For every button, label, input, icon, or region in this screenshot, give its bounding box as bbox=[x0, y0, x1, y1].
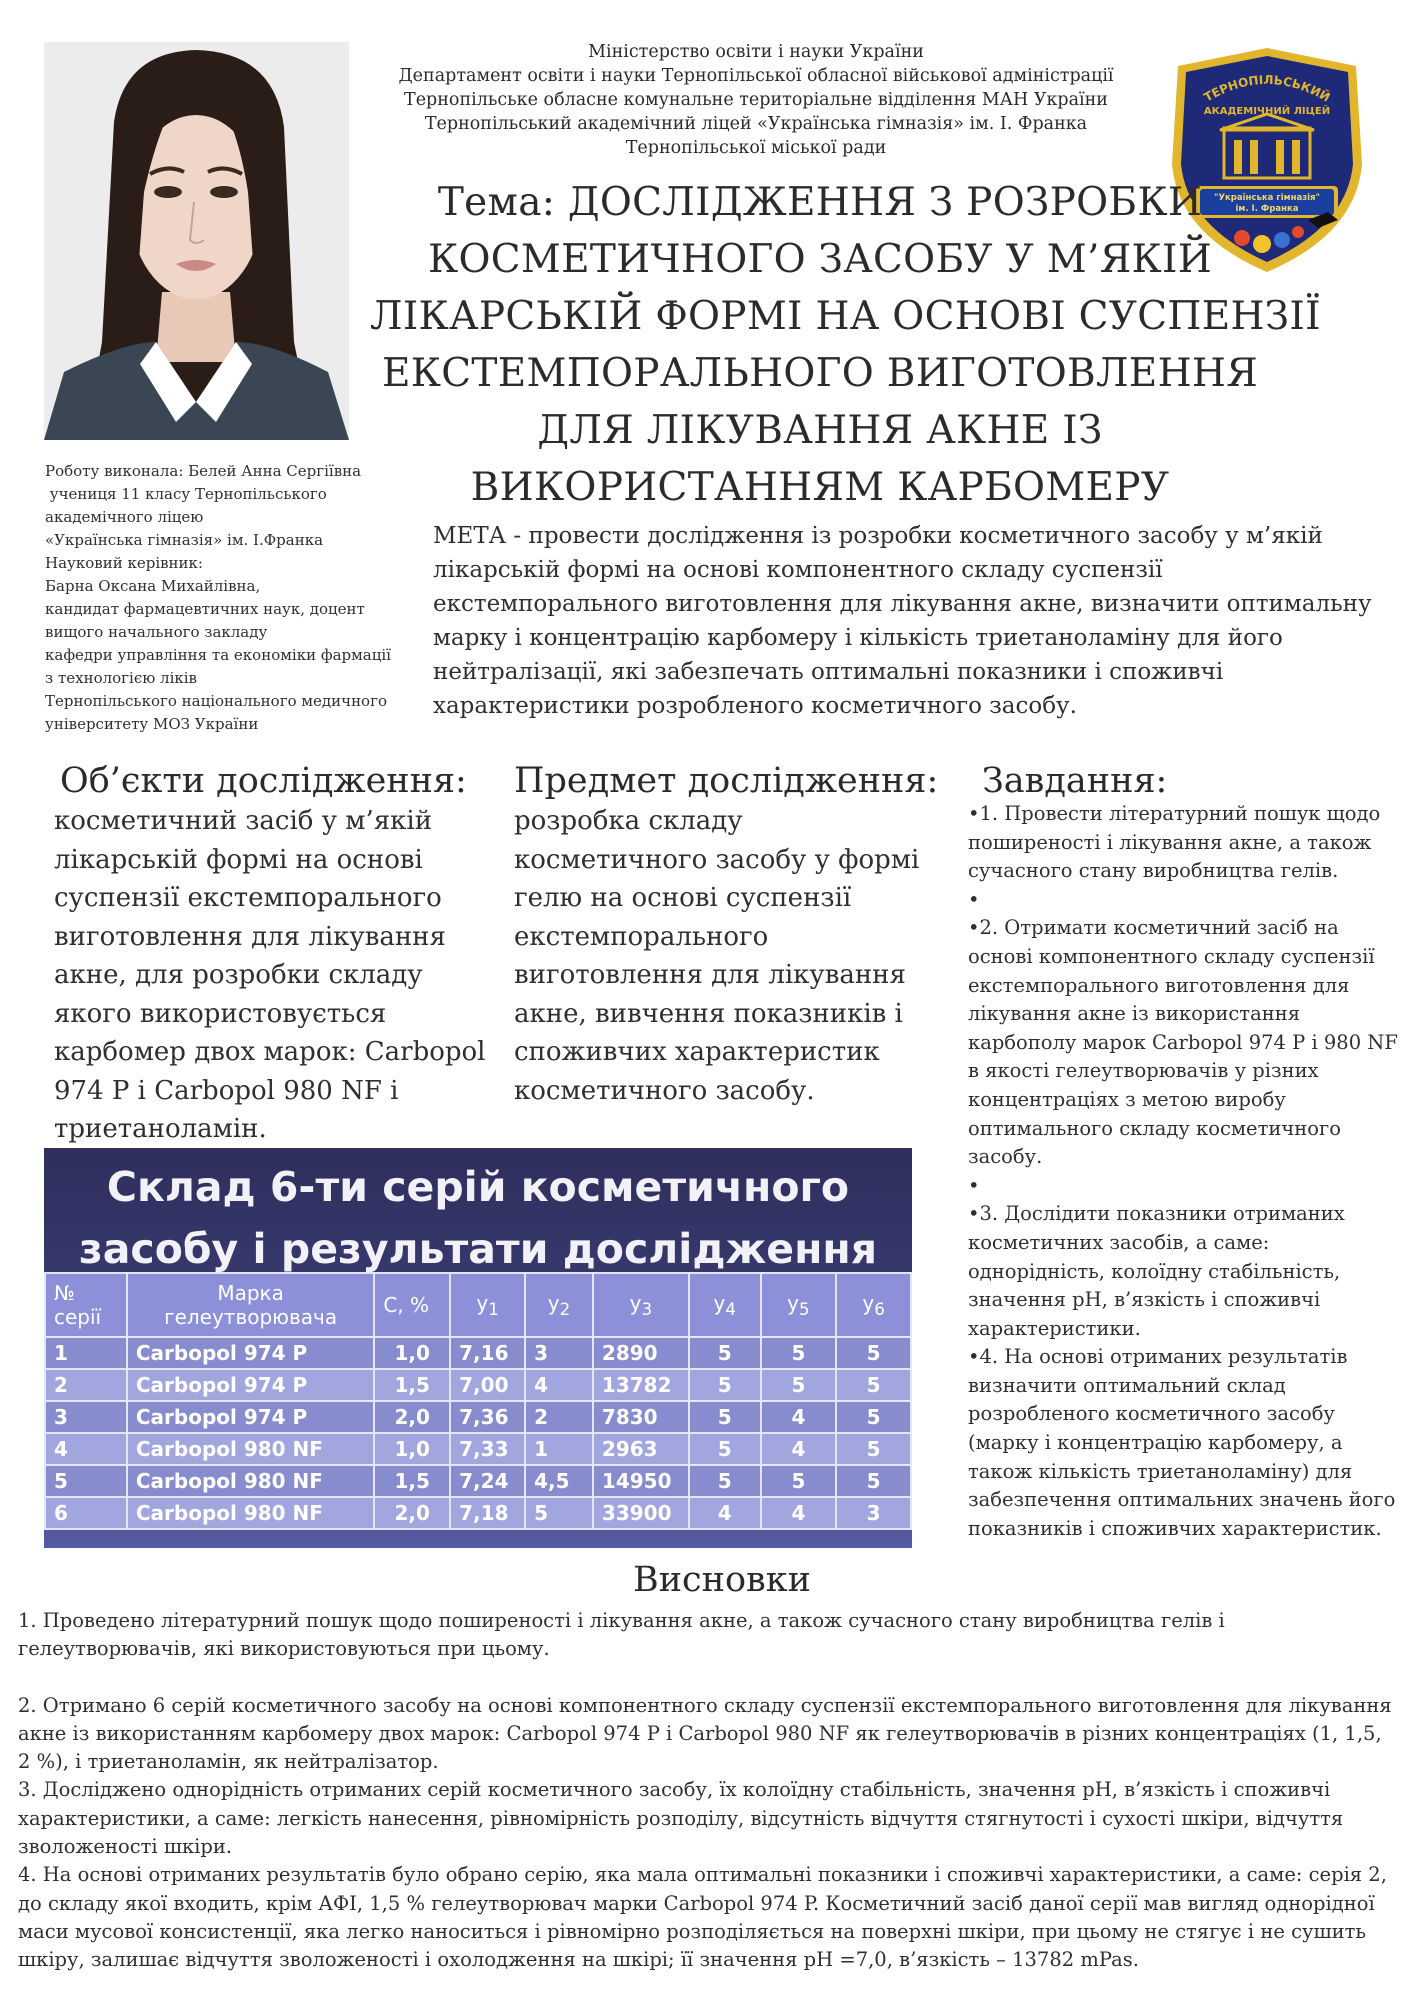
conclusion-item: 4. На основі отриманих результатів було обрано серію, яка мала оптимальні показники і споживчі характеристики, а саме: серія 2, до складу якої входить, крім АФІ, 1,5 % гелеутворювач марки Carbopol 974 P. Косметичний засіб даної серії мав вигляд однорідної маси мусової консистенції, яка легко наноситься і рівномірно розподіляється на поверхні шкіри, при цьому не стягує і не сушить шкіру, залишає відчуття зволоженості і охолодження на шкірі; її значення рН =7,0, в’язкість – 13782 mPas. bbox=[18, 1863, 1387, 1972]
author-line: учениця 11 класу Тернопільського bbox=[45, 485, 327, 503]
cell-y4: 5 bbox=[689, 1401, 761, 1433]
task-item: • bbox=[968, 887, 980, 911]
cell-y1: 7,36 bbox=[450, 1401, 525, 1433]
author-line: кандидат фармацевтичних наук, доцент bbox=[45, 600, 365, 618]
cell-y6: 5 bbox=[836, 1433, 911, 1465]
header-line: Тернопільський академічний ліцей «Українська гімназія» ім. І. Франка bbox=[424, 114, 1088, 134]
subject-heading: Предмет дослідження: bbox=[514, 761, 939, 801]
cell-series: 2 bbox=[45, 1369, 127, 1401]
cell-y3: 2963 bbox=[593, 1433, 689, 1465]
cell-y4: 4 bbox=[689, 1497, 761, 1529]
table-title-line: Склад 6-ти серій косметичного bbox=[106, 1163, 850, 1211]
cell-brand: Carbopol 980 NF bbox=[127, 1497, 375, 1529]
author-line: «Українська гімназія» ім. І.Франка bbox=[45, 531, 324, 549]
author-line: Барна Оксана Михайлівна, bbox=[45, 577, 261, 595]
conclusions-heading: Висновки bbox=[633, 1560, 811, 1600]
conclusions-list bbox=[18, 1607, 1398, 1975]
cell-y3: 7830 bbox=[593, 1401, 689, 1433]
svg-text:ТЕРНОПІЛЬСЬКИЙ: ТЕРНОПІЛЬСЬКИЙ bbox=[1201, 72, 1333, 105]
task-item: •3. Дослідити показники отриманих косметичних засобів, а саме: однорідність, колоїдну стабільність, значення рН, в’язкість і споживчі характеристики. bbox=[968, 1202, 1345, 1340]
cell-series: 5 bbox=[45, 1465, 127, 1497]
conclusion-item: 1. Проведено літературний пошук щодо поширеності і лікування акне, а також сучасного стану виробництва гелів і гелеутворювачів, які використовуються при цьому. bbox=[18, 1609, 1225, 1661]
cell-y6: 3 bbox=[836, 1497, 911, 1529]
objects-text: косметичний засіб у м’якій лікарській формі на основі суспензії екстемпорального виготовлення для лікування акне, для розробки складу якого використовується карбомер двох марок: Carbopol 974 P і Carbopol 980 NF і триетаноламін. bbox=[54, 806, 486, 1144]
header-brand: Марка гелеутворювача bbox=[127, 1273, 375, 1337]
cell-y1: 7,33 bbox=[450, 1433, 525, 1465]
cell-y1: 7,00 bbox=[450, 1369, 525, 1401]
title-line: ЕКСТЕМПОРАЛЬНОГО ВИГОТОВЛЕННЯ bbox=[381, 351, 1258, 396]
title-line: ДЛЯ ЛІКУВАННЯ АКНЕ ІЗ bbox=[537, 408, 1103, 453]
table-title bbox=[44, 1156, 912, 1280]
header-y6: $y_6$ bbox=[836, 1273, 911, 1337]
cell-conc: 2,0 bbox=[374, 1497, 450, 1529]
header-line: Тернопільське обласне комунальне територіальне відділення МАН України bbox=[404, 90, 1108, 110]
title-line: ЛІКАРСЬКІЙ ФОРМІ НА ОСНОВІ СУСПЕНЗІЇ bbox=[370, 294, 1321, 339]
cell-conc: 2,0 bbox=[374, 1401, 450, 1433]
tasks-list bbox=[968, 800, 1401, 1543]
conclusion-item: 2. Отримано 6 серій косметичного засобу на основі компонентного складу суспензії екстемпорального виготовлення для лікування акне із використанням карбомеру двох марок: Carbopol 974 P і Carbopol 980 NF як гелеутворювачів в різних концентраціях (1, 1,5, 2 %), і триетаноламін, як нейтралізатор. bbox=[18, 1693, 1392, 1774]
author-line: Науковий керівник: bbox=[45, 554, 203, 572]
cell-series: 1 bbox=[45, 1337, 127, 1369]
cell-conc: 1,0 bbox=[374, 1337, 450, 1369]
author-line: кафедри управління та економіки фармації bbox=[45, 646, 391, 664]
objects-heading: Об’єкти дослідження: bbox=[60, 761, 467, 801]
cell-y5: 5 bbox=[761, 1337, 837, 1369]
author-info bbox=[45, 460, 425, 736]
header-y3: $y_3$ bbox=[593, 1273, 689, 1337]
table-row bbox=[45, 1337, 911, 1369]
title-line: ВИКОРИСТАННЯМ КАРБОМЕРУ bbox=[470, 465, 1170, 510]
cell-brand: Carbopol 974 P bbox=[127, 1401, 375, 1433]
cell-y4: 5 bbox=[689, 1337, 761, 1369]
cell-y2: 2 bbox=[525, 1401, 593, 1433]
author-line: академічного ліцею bbox=[45, 508, 204, 526]
results-table bbox=[44, 1272, 912, 1530]
cell-y2: 4,5 bbox=[525, 1465, 593, 1497]
research-goal: МЕТА - провести дослідження із розробки косметичного засобу у м’якій лікарській формі на основі компонентного складу суспензії екстемпорального виготовлення для лікування акне, визначити оптимальну марку і концентрацію карбомеру і кількість триетаноламіну для його нейтралізації, які забезпечать оптимальні показники і споживчі характеристики розробленого косметичного засобу. bbox=[433, 523, 1372, 719]
svg-text:АКАДЕМІЧНИЙ ЛІЦЕЙ: АКАДЕМІЧНИЙ ЛІЦЕЙ bbox=[1203, 106, 1331, 117]
portrait-image bbox=[44, 42, 349, 440]
cell-y3: 13782 bbox=[593, 1369, 689, 1401]
task-item: •2. Отримати косметичний засіб на основі компонентного складу суспензії екстемпорального виготовлення для лікування акне із використання карбополу марок Carbopol 974 P і 980 NF в якості гелеутворювачів у різних концентраціях з метою виробу оптимального складу косметичного засобу. bbox=[968, 916, 1398, 1169]
cell-brand: Carbopol 974 P bbox=[127, 1337, 375, 1369]
cell-y1: 7,18 bbox=[450, 1497, 525, 1529]
svg-text:"Українська гімназія": "Українська гімназія" bbox=[1214, 193, 1320, 203]
poster-title bbox=[370, 174, 1321, 516]
author-line: університету МОЗ України bbox=[45, 715, 259, 733]
cell-y2: 1 bbox=[525, 1433, 593, 1465]
cell-y1: 7,24 bbox=[450, 1465, 525, 1497]
cell-conc: 1,5 bbox=[374, 1465, 450, 1497]
cell-y2: 5 bbox=[525, 1497, 593, 1529]
table-header-row bbox=[45, 1273, 911, 1337]
cell-y4: 5 bbox=[689, 1369, 761, 1401]
header-concentration: C, % bbox=[374, 1273, 450, 1337]
cell-y2: 4 bbox=[525, 1369, 593, 1401]
header-line: Міністерство освіти і науки України bbox=[588, 42, 924, 62]
author-line: Тернопільського національного медичного bbox=[45, 692, 387, 710]
table-row bbox=[45, 1465, 911, 1497]
header-y2: $y_2$ bbox=[525, 1273, 593, 1337]
title-line: Тема: ДОСЛІДЖЕННЯ З РОЗРОБКИ bbox=[437, 180, 1203, 225]
table-title-line: засобу і результати дослідження bbox=[78, 1225, 878, 1273]
cell-series: 3 bbox=[45, 1401, 127, 1433]
cell-conc: 1,5 bbox=[374, 1369, 450, 1401]
cell-y3: 2890 bbox=[593, 1337, 689, 1369]
cell-series: 4 bbox=[45, 1433, 127, 1465]
cell-y5: 4 bbox=[761, 1433, 837, 1465]
cell-y5: 5 bbox=[761, 1369, 837, 1401]
svg-text:ім. І. Франка: ім. І. Франка bbox=[1235, 204, 1299, 214]
institution-header bbox=[370, 40, 1142, 160]
cell-y5: 4 bbox=[761, 1497, 837, 1529]
cell-brand: Carbopol 980 NF bbox=[127, 1433, 375, 1465]
cell-y3: 33900 bbox=[593, 1497, 689, 1529]
cell-y5: 5 bbox=[761, 1465, 837, 1497]
header-y1: $y_1$ bbox=[450, 1273, 525, 1337]
table-row bbox=[45, 1369, 911, 1401]
author-photo bbox=[44, 42, 349, 440]
cell-y6: 5 bbox=[836, 1337, 911, 1369]
header-line: Тернопільської міської ради bbox=[625, 138, 887, 158]
cell-y1: 7,16 bbox=[450, 1337, 525, 1369]
cell-series: 6 bbox=[45, 1497, 127, 1529]
cell-y6: 5 bbox=[836, 1369, 911, 1401]
cell-y4: 5 bbox=[689, 1433, 761, 1465]
task-item: • bbox=[968, 1173, 980, 1197]
cell-conc: 1,0 bbox=[374, 1433, 450, 1465]
results-table-panel bbox=[44, 1148, 912, 1548]
subject-text: розробка складу косметичного засобу у формі гелю на основі суспензії екстемпорального виготовлення для лікування акне, вивчення показників і споживчих характеристик косметичного засобу. bbox=[514, 806, 920, 1106]
cell-y4: 5 bbox=[689, 1465, 761, 1497]
tasks-heading: Завдання: bbox=[982, 761, 1168, 801]
cell-y5: 4 bbox=[761, 1401, 837, 1433]
table-row bbox=[45, 1497, 911, 1529]
task-item: •4. На основі отриманих результатів визначити оптимальний склад розробленого косметичного засобу (марку і концентрацію карбомеру, а також кількість триетаноламіну) для забезпечення оптимальних значень його показників і споживчих характеристик. bbox=[968, 1345, 1396, 1540]
author-line: вищого начального закладу bbox=[45, 623, 268, 641]
cell-brand: Carbopol 974 P bbox=[127, 1369, 375, 1401]
conclusion-item: 3. Досліджено однорідність отриманих серій косметичного засобу, їх колоїдну стабільність, значення рН, в’язкість і споживчі характеристики, а саме: легкість нанесення, рівномірність розподілу, відсутність відчуття стягнутості і сухості шкіри, відчуття зволоженості шкіри. bbox=[18, 1778, 1344, 1859]
table-row bbox=[45, 1401, 911, 1433]
cell-y6: 5 bbox=[836, 1465, 911, 1497]
task-item: •1. Провести літературний пошук щодо поширеності і лікування акне, а також сучасного стану виробництва гелів. bbox=[968, 802, 1381, 883]
cell-y3: 14950 bbox=[593, 1465, 689, 1497]
author-line: Роботу виконала: Белей Анна Сергіївна bbox=[45, 462, 362, 480]
header-y4: $y_4$ bbox=[689, 1273, 761, 1337]
header-y5: $y_5$ bbox=[761, 1273, 837, 1337]
cell-brand: Carbopol 980 NF bbox=[127, 1465, 375, 1497]
header-series-num: № серії bbox=[45, 1273, 127, 1337]
cell-y6: 5 bbox=[836, 1401, 911, 1433]
author-line: з технологією ліків bbox=[45, 669, 197, 687]
title-line: КОСМЕТИЧНОГО ЗАСОБУ У М’ЯКІЙ bbox=[427, 237, 1213, 282]
cell-y2: 3 bbox=[525, 1337, 593, 1369]
header-line: Департамент освіти і науки Тернопільської обласної військової адміністрації bbox=[398, 66, 1114, 86]
table-row bbox=[45, 1433, 911, 1465]
